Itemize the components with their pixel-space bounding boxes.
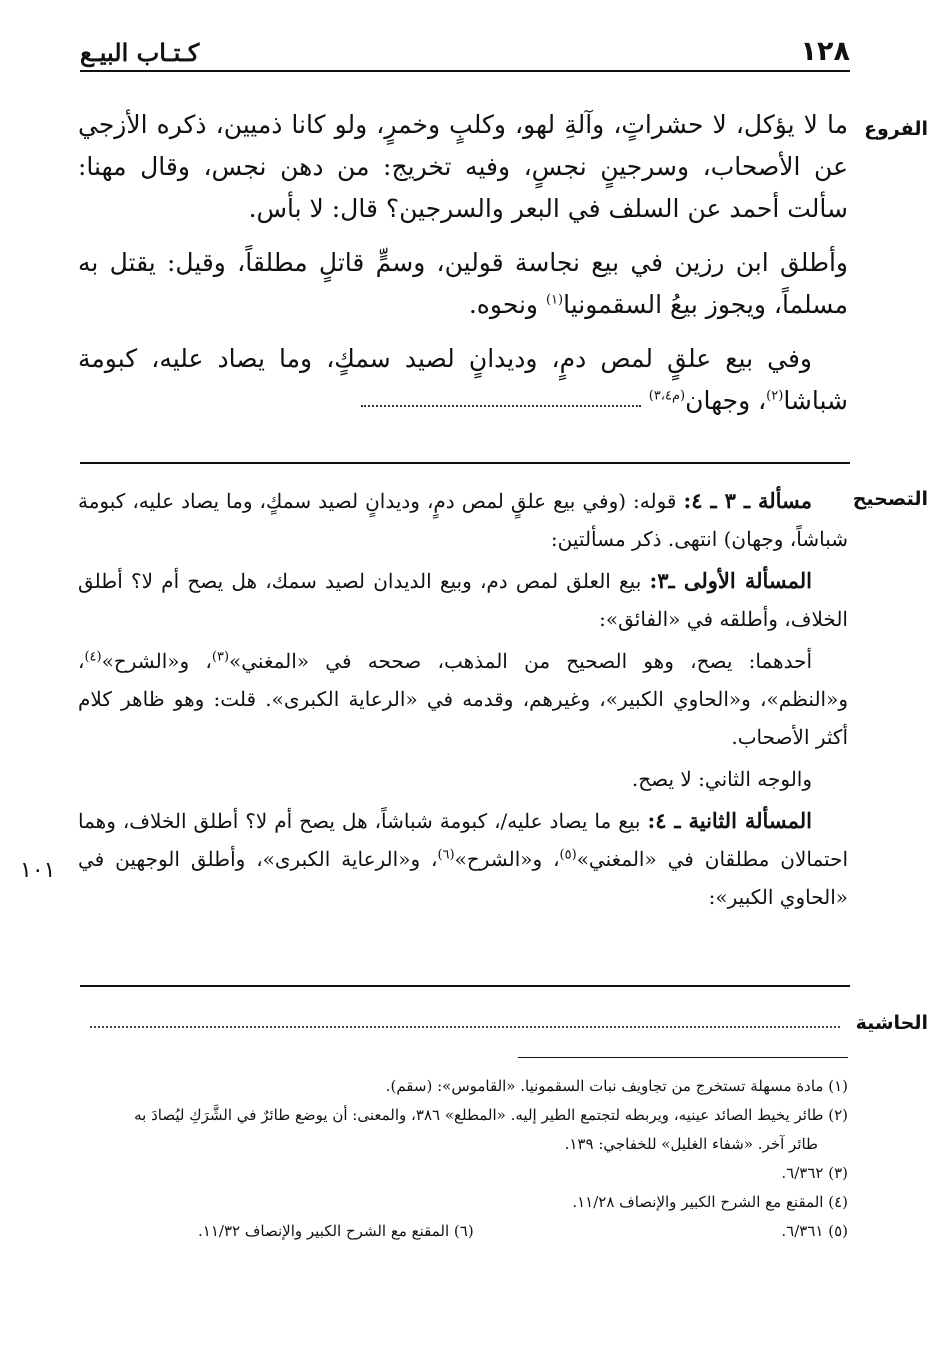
tashih-paragraph-1: مسألة ـ ٣ ـ ٤: قوله: (وفي بيع علقٍ لمص دمٍ، وديدانٍ لصيد سمكٍ، وما يصاد عليه، كبومة شباشاً، وجهان) انتهى. ذكر مسألتين: <box>78 488 848 551</box>
footnote-ref: (١) <box>545 292 564 308</box>
tashih-paragraph-3: أحدهما: يصح، وهو الصحيح من المذهب، صححه في «المغني»$^{(٣)}$، و«الشرح»$^{(٤)}$، و«النظم»، و«الحاوي الكبير»، وغيرهم، وقدمه في «الرعاية الكبرى». قلت: وهو ظاهر كلام أكثر الأصحاب. <box>78 649 848 749</box>
tashih-paragraph-5: المسألة الثانية ـ ٤: بيع ما يصاد عليه/، كبومة شباشاً، هل يصح أم لا؟ أطلق الخلاف، وهما احتمالان مطلقان في «المغني»$^{(٥)}$، و«الشرح»$^{(٦)}$، و«الرعاية الكبرى»، وأطلق الوجهين في «الحاوي الكبير»: <box>78 808 849 909</box>
footnote-5: (٥) ٦/٣٦١. <box>781 1222 848 1240</box>
footnote-ref: (٢) <box>766 388 784 404</box>
furu-section <box>78 104 848 422</box>
footnote-2-continued: طائر آخر. «شفاء الغليل» للخفاجي: ١٣٩. <box>564 1135 818 1153</box>
footnote-3: (٣) ٦/٣٦٢. <box>781 1164 848 1182</box>
furu-paragraph-1: ما لا يؤكل، لا حشراتٍ، وآلةِ لهو، وكلبٍ وخمرٍ، ولو كانا ذميين، ذكره الأزجي عن الأصحاب، وسرجينٍ نجسٍ، وفيه تخريج: من دهن نجس، وقال مهنا: سألت أحمد عن السلف في البعر والسرجين؟ قال: لا بأس. <box>78 110 848 223</box>
page-number: ١٢٨ <box>800 36 850 67</box>
dotted-leader <box>361 405 641 407</box>
section-label-hashiya: الحاشية <box>855 1012 928 1034</box>
furu-paragraph-2: وأطلق ابن رزين في بيع نجاسة قولين، وسمٍّ قاتلٍ مطلقاً، وقيل: يقتل به مسلماً، ويجوز بيعُ السقمونيا$^{(١)}$ ونحوه. <box>78 248 848 319</box>
furu-paragraph-3: وفي بيع علقٍ لمص دمٍ، وديدانٍ لصيد سمكٍ، وما يصاد عليه، كبومة شباشا$^{(٢)}$، وجهان$^{(م٣،٤)}$ <box>78 344 848 415</box>
section-label-furu: الفروع <box>864 118 928 140</box>
margin-page-number: ١٠١ <box>20 858 56 883</box>
masala-ref: (م٣،٤) <box>648 388 686 404</box>
section-divider <box>80 985 850 987</box>
footnote-row <box>78 1217 848 1246</box>
footnote-4: (٤) المقنع مع الشرح الكبير والإنصاف ١١/٢٨. <box>572 1193 848 1211</box>
hashiya-dotted-line <box>90 1026 840 1028</box>
section-label-tashih: التصحيح <box>852 488 928 510</box>
footnote-2: (٢) طائر يخيط الصائد عينيه، ويربطه لتجتمع الطير إليه. «المطلع» ٣٨٦، والمعنى: أن يوضع طائرٌ في الشَّرَكِ ليُصادَ به <box>134 1106 848 1124</box>
tashih-section <box>78 482 848 916</box>
footnote-divider <box>518 1057 848 1058</box>
book-title: كـتـاب البيـع <box>80 38 200 67</box>
footnote-6: (٦) المقنع مع الشرح الكبير والإنصاف ١١/٣٢. <box>198 1222 474 1240</box>
footnotes <box>78 1072 848 1246</box>
footnote-1: (١) مادة مسهلة تستخرج من تجاويف نبات السقمونيا. «القاموس»: (سقم). <box>385 1077 848 1095</box>
page-header <box>80 36 850 66</box>
section-divider <box>80 462 850 464</box>
tashih-paragraph-2: المسألة الأولى ـ٣: بيع العلق لمص دم، وبيع الديدان لصيد سمك، هل يصح أم لا؟ أطلق الخلاف، وأطلقه في «الفائق»: <box>78 568 848 631</box>
tashih-paragraph-4: والوجه الثاني: لا يصح. <box>631 767 812 791</box>
header-divider <box>80 70 850 72</box>
